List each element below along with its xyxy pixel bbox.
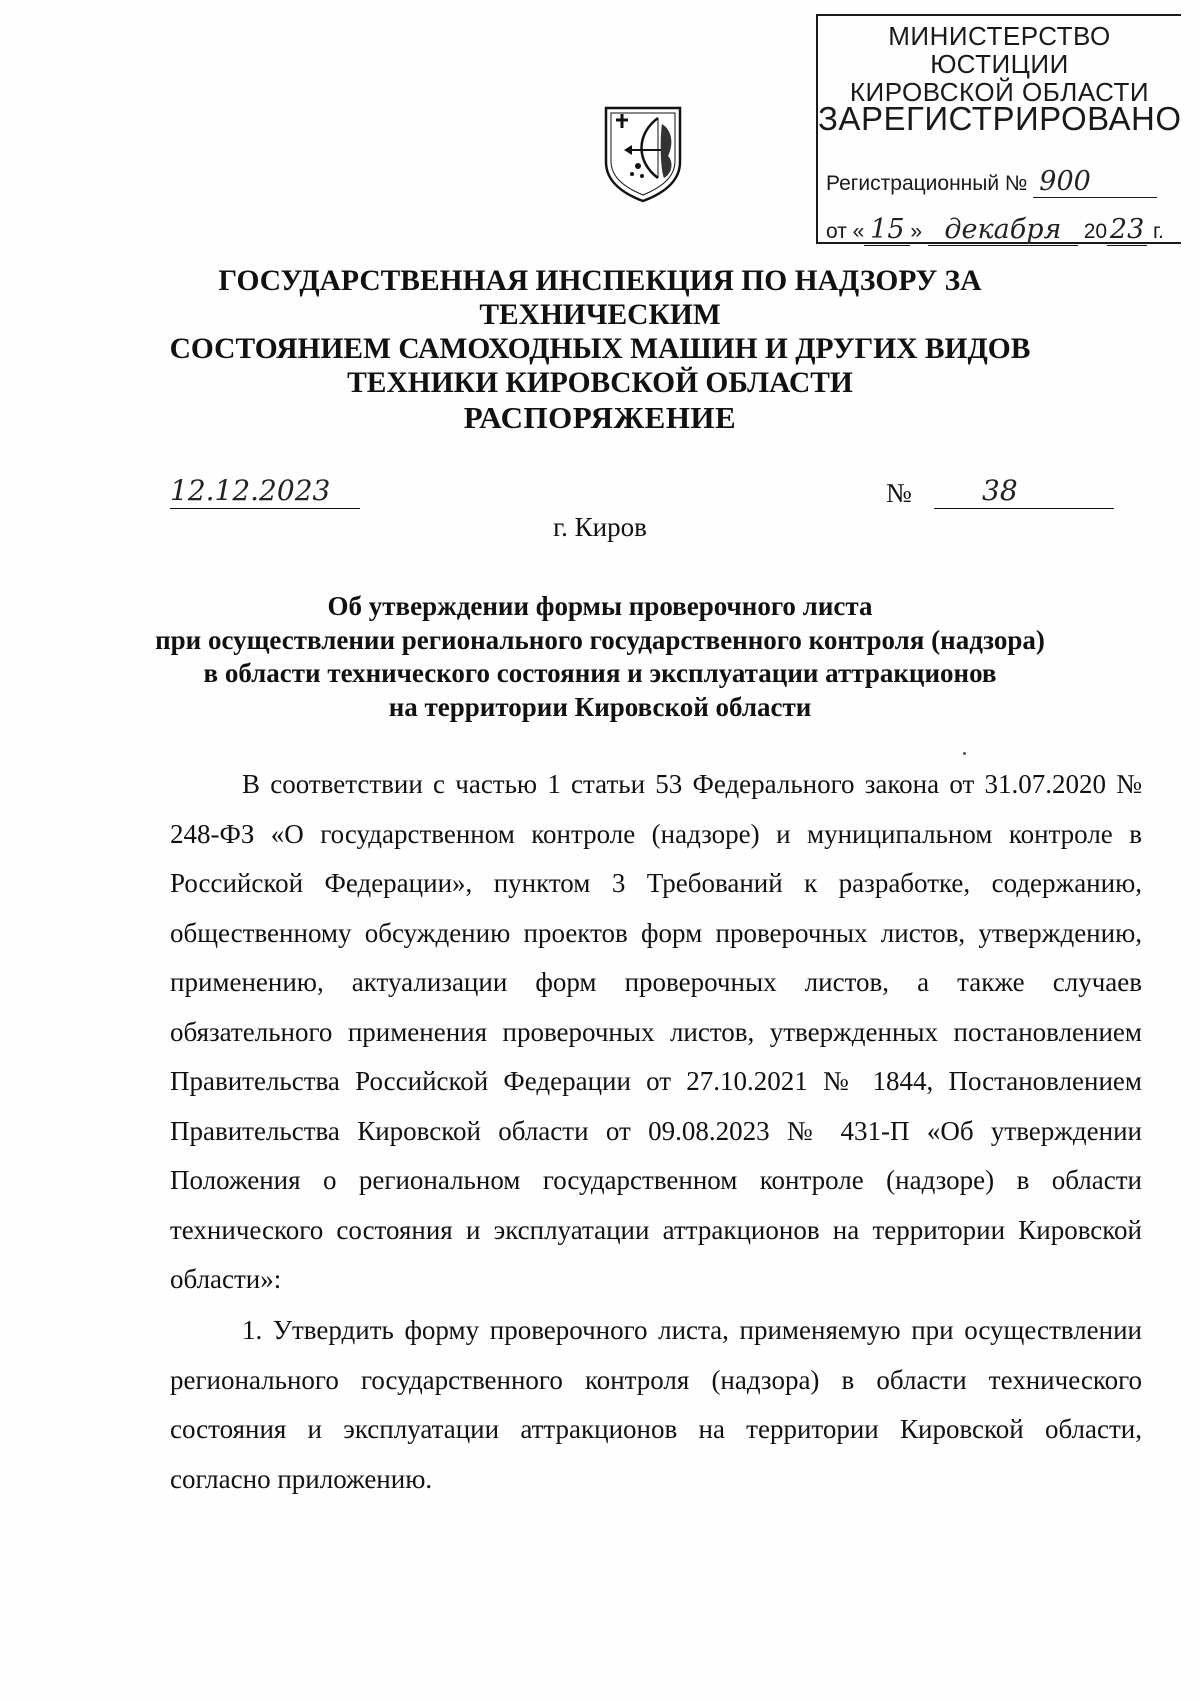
org-title-line1: ГОСУДАРСТВЕННАЯ ИНСПЕКЦИЯ ПО НАДЗОРУ ЗА ТЕХНИЧЕСКИМ: [218, 265, 982, 331]
stamp-date-year-suffix: 23: [1107, 214, 1147, 246]
stamp-date: [826, 214, 1164, 246]
org-title-line3: ТЕХНИКИ КИРОВСКОЙ ОБЛАСТИ: [347, 367, 853, 399]
stamp-regnum-label: Регистрационный №: [826, 172, 1028, 195]
stamp-date-month: декабря: [928, 214, 1078, 246]
coat-of-arms-icon: [602, 104, 684, 204]
stamp-ministry-line1: МИНИСТЕРСТВО ЮСТИЦИИ: [888, 21, 1111, 79]
document-date: 12.12.2023: [170, 474, 360, 509]
stamp-ministry: [818, 22, 1181, 106]
registration-stamp: [816, 14, 1181, 244]
subject-line2: при осуществлении регионального государственного контроля (надзора): [155, 624, 1045, 655]
stamp-regnum-value: 900: [1033, 166, 1157, 198]
subject-line1: Об утверждении формы проверочного листа: [327, 591, 873, 621]
stamp-date-mid: »: [910, 220, 923, 243]
stamp-date-prefix: от «: [826, 220, 865, 243]
document-number-label: №: [886, 478, 912, 508]
document-city: г. Киров: [553, 512, 647, 542]
subject-line4: на территории Кировской области: [388, 691, 812, 722]
stamp-date-day: 15: [864, 214, 910, 246]
scan-speck: [963, 752, 966, 755]
stamp-registered: ЗАРЕГИСТРИРОВАНО: [818, 100, 1182, 137]
org-title-line2: СОСТОЯНИЕМ САМОХОДНЫХ МАШИН И ДРУГИХ ВИДОВ: [169, 333, 1031, 365]
organization-title: [100, 264, 1100, 400]
stamp-date-suffix: г.: [1152, 220, 1164, 243]
document-type: РАСПОРЯЖЕНИЕ: [463, 400, 737, 435]
body-paragraph-2: 1. Утвердить форму проверочного листа, применяемую при осуществлении регионального государственного контроля (надзора) в области технического состояния и эксплуатации аттракционов на территории Кировской области, согласно приложению.: [170, 1315, 1142, 1494]
stamp-registration-number: [826, 166, 1157, 198]
stamp-ministry-line2: КИРОВСКОЙ ОБЛАСТИ: [849, 77, 1150, 107]
document-subject: [100, 590, 1100, 724]
subject-line3: в области технического состояния и эксплуатации аттракционов: [203, 658, 997, 688]
body-paragraph-1: В соответствии с частью 1 статьи 53 Федерального закона от 31.07.2020 № 248-ФЗ «О государственном контроле (надзоре) и муниципальном контроле в Российской Федерации», пунктом 3 Требований к разработке, содержанию, общественному обсуждению проектов форм проверочных листов, утверждению, применению, актуализации форм проверочных листов, а также случаев обязательного применения проверочных листов, утвержденных постановлением Правительства Российской Федерации от 27.10.2021 № 1844, Постановлением Правительства Кировской области от 09.08.2023 № 431-П «Об утверждении Положения о региональном государственном контроле (надзоре) в области технического состояния и эксплуатации аттракционов на территории Кировской области»:: [170, 769, 1142, 1294]
stamp-date-year-prefix: 20: [1083, 220, 1108, 243]
document-number: 38: [934, 474, 1114, 509]
